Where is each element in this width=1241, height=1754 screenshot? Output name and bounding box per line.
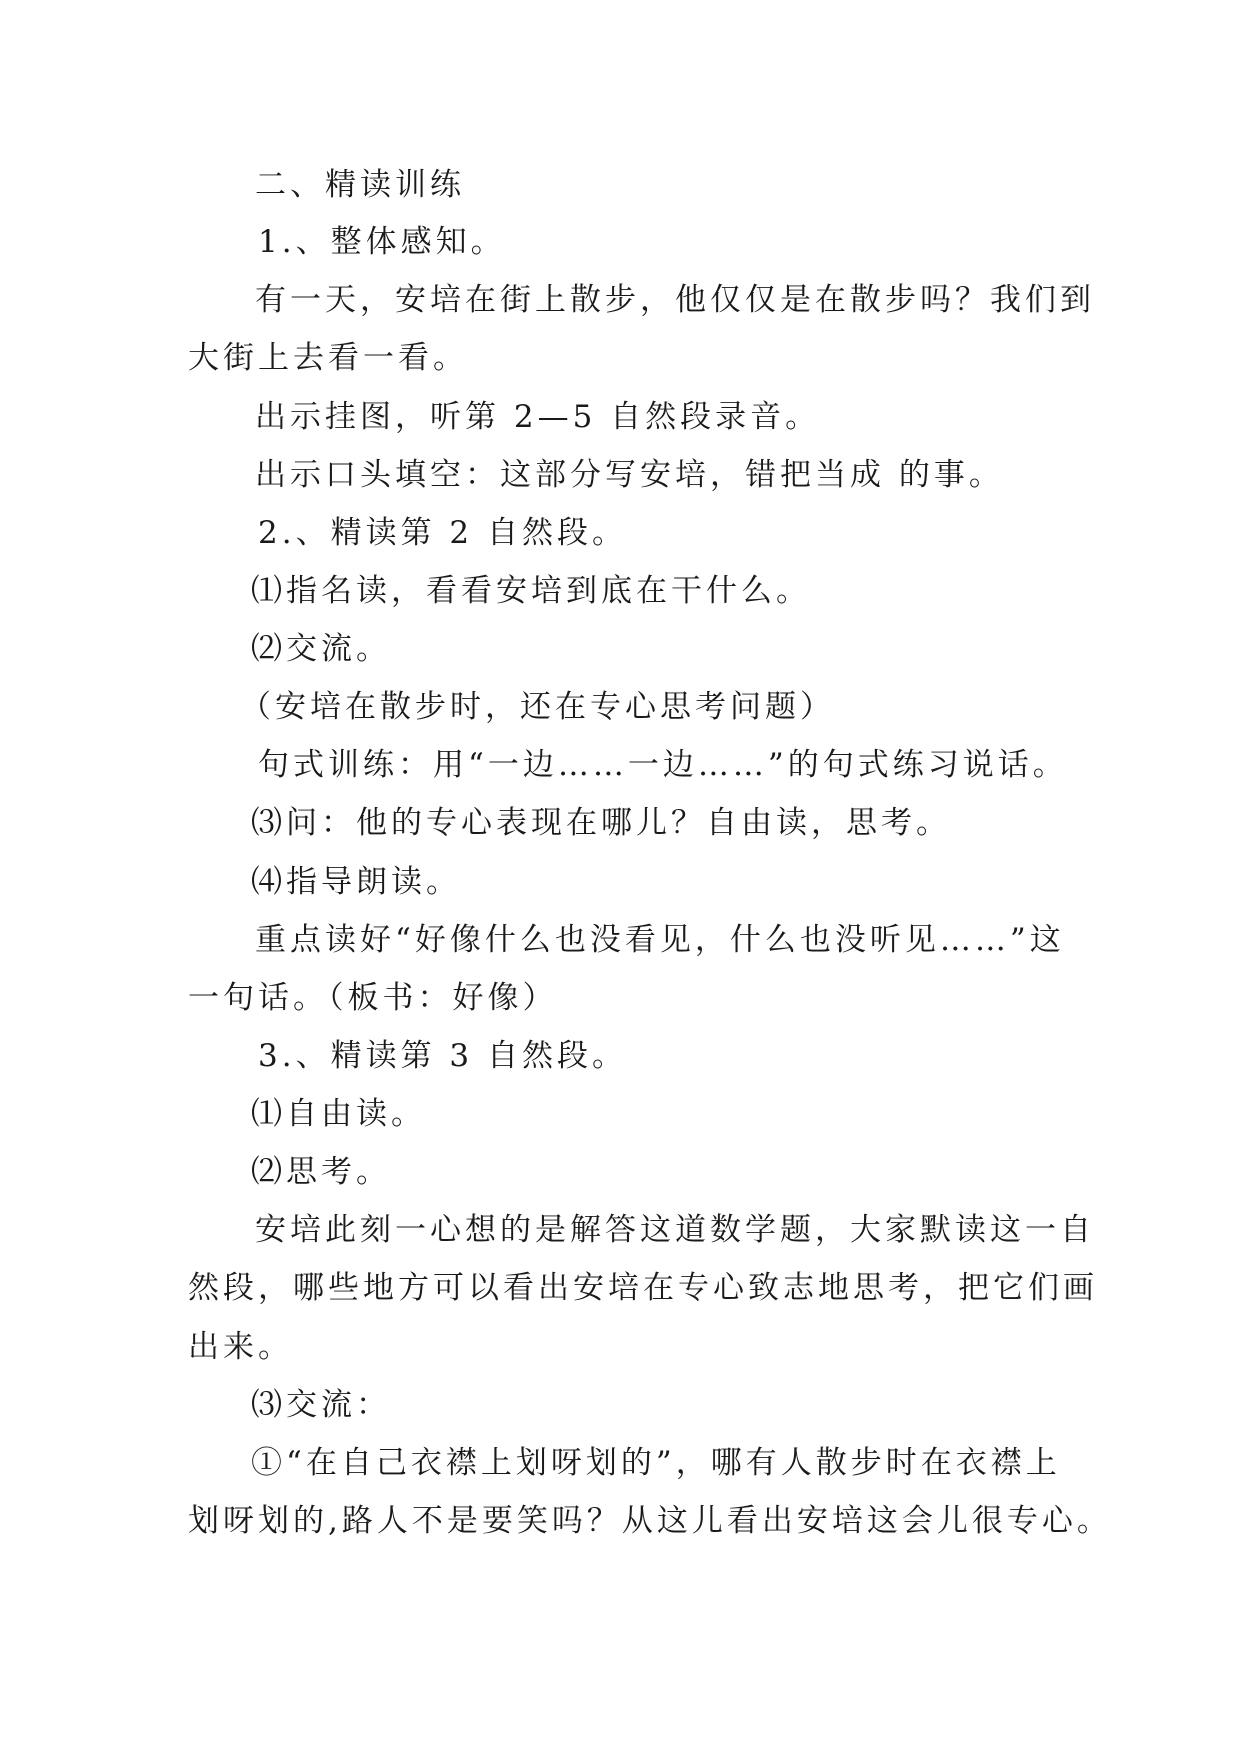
section-heading: 二、精读训练 (255, 167, 465, 203)
paragraph-line: 句式训练：用“一边……一边……”的句式练习说话。 (258, 747, 1068, 783)
list-item: ⑴自由读。 (251, 1096, 426, 1132)
list-item: ⑷指导朗读。 (251, 864, 461, 900)
paragraph-line: 然段，哪些地方可以看出安培在专心致志地思考，把它们画 (188, 1270, 1098, 1306)
paragraph-line: 一句话。（板书：好像） (188, 980, 558, 1016)
subsection-heading: 2.、精读第 2 自然段。 (258, 515, 628, 551)
paragraph-line: 有一天，安培在街上散步，他仅仅是在散步吗？我们到 (255, 282, 1095, 318)
paragraph-line: 划呀划的,路人不是要笑吗？从这儿看出安培这会儿很专心。 (188, 1503, 1112, 1539)
paragraph-line: 出示挂图，听第 2—5 自然段录音。 (255, 399, 821, 435)
subsection-heading: 1.、整体感知。 (258, 224, 506, 260)
paragraph-line: 安培此刻一心想的是解答这道数学题，大家默读这一自 (255, 1212, 1095, 1248)
paragraph-line: 大街上去看一看。 (188, 340, 468, 376)
paragraph-line: （安培在散步时，还在专心思考问题） (240, 689, 835, 725)
list-item: ⑶问：他的专心表现在哪儿？自由读，思考。 (251, 805, 951, 841)
list-item: ⑴指名读，看看安培到底在干什么。 (251, 573, 811, 609)
paragraph-line: ①“在自己衣襟上划呀划的”，哪有人散步时在衣襟上 (251, 1445, 1061, 1481)
list-item: ⑵思考。 (251, 1154, 391, 1190)
list-item: ⑵交流。 (251, 631, 391, 667)
paragraph-line: 出示口头填空：这部分写安培，错把当成 的事。 (255, 457, 1004, 493)
paragraph-line: 出来。 (188, 1329, 293, 1365)
list-item: ⑶交流： (251, 1387, 391, 1423)
paragraph-line: 重点读好“好像什么也没看见，什么也没听见……”这 (255, 922, 1065, 958)
subsection-heading: 3.、精读第 3 自然段。 (258, 1038, 628, 1074)
